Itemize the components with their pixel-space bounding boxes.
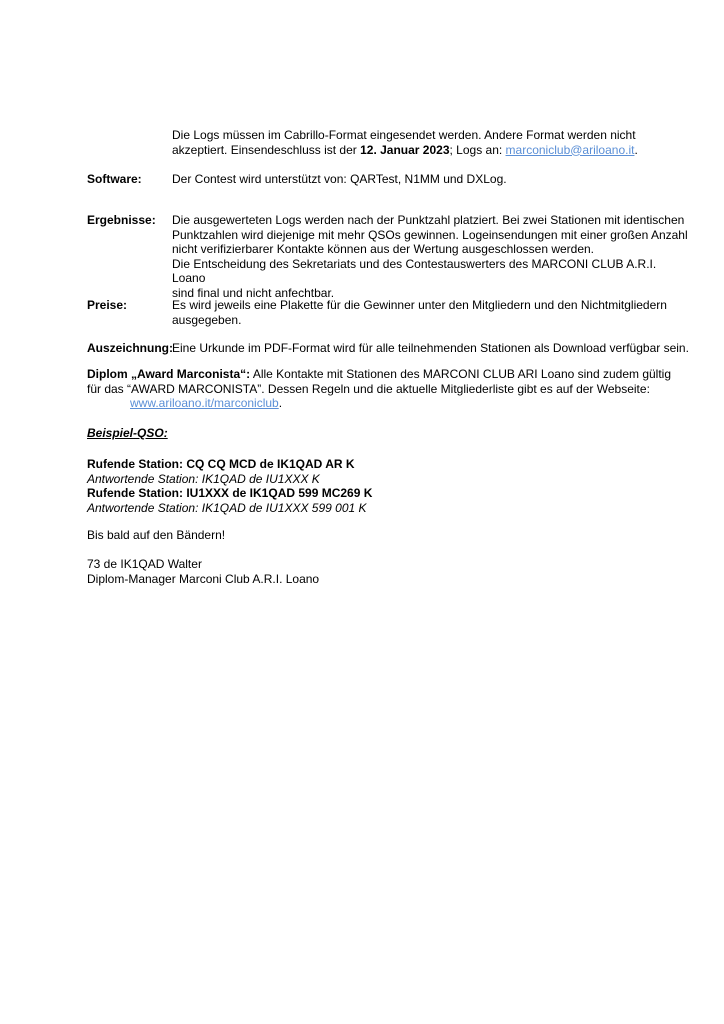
ergebnisse-line: Die Entscheidung des Sekretariats und des Contestauswerters des MARCONI CLUB A.R.I. Loano [172, 256, 657, 286]
closing-signature [87, 557, 697, 586]
preise-label: Preise: [87, 298, 128, 312]
signoff: 73 de IK1QAD Walter [87, 557, 202, 571]
diplom-line-1 [87, 367, 697, 382]
logs-line-2 [172, 143, 692, 158]
qso-line: Rufende Station: CQ CQ MCD de IK1QAD AR K [87, 457, 355, 471]
ergebnisse-line: Punktzahlen wird diejenige mit mehr QSOs gewinnen. Logeinsendungen mit einer großen Anzahl [172, 227, 688, 242]
logs-line-2-a: akzeptiert. Einsendeschluss ist der [172, 142, 361, 157]
qso-line: Antwortende Station: IK1QAD de IU1XXX 599 001 K [87, 500, 367, 515]
auszeichnung-label: Auszeichnung: [87, 341, 173, 355]
ergebnisse-text [172, 213, 692, 301]
auszeichnung-text: Eine Urkunde im PDF-Format wird für alle teilnehmenden Stationen als Download verfügbar sein. [172, 341, 689, 355]
beispiel-heading-text: Beispiel-QSO: [87, 426, 168, 440]
qso-line: Antwortende Station: IK1QAD de IU1XXX K [87, 471, 320, 486]
signer-role: Diplom-Manager Marconi Club A.R.I. Loano [87, 571, 320, 586]
diplom-line-3 [87, 396, 697, 411]
preise-line: ausgegeben. [172, 312, 242, 327]
logs-line-2-b: ; Logs an: [449, 142, 506, 157]
beispiel-heading [87, 426, 697, 441]
software-text: Der Contest wird unterstützt von: QARTest, N1MM und DXLog. [172, 172, 507, 186]
diplom-line-2: für das “AWARD MARCONISTA”. Dessen Regeln und die aktuelle Mitgliederliste gibt es auf der Webseite: [87, 381, 650, 396]
logs-paragraph [172, 128, 692, 157]
logs-line-2-end: . [634, 142, 638, 157]
diplom-text-1: Alle Kontakte mit Stationen des MARCONI CLUB ARI Loano sind zudem gültig [250, 367, 672, 381]
deadline-date: 12. Januar 2023 [360, 142, 450, 157]
diplom-label: Diplom „Award Marconista“: [87, 367, 251, 381]
preise-text [172, 298, 692, 327]
closing-greeting: Bis bald auf den Bändern! [87, 528, 226, 542]
software-label: Software: [87, 172, 142, 186]
logs-line-1: Die Logs müssen im Cabrillo-Format eingesendet werden. Andere Format werden nicht [172, 128, 636, 142]
ergebnisse-label: Ergebnisse: [87, 213, 156, 227]
diplom-url-end: . [278, 396, 283, 411]
diplom-paragraph [87, 367, 697, 411]
website-link[interactable]: www.ariloano.it/marconiclub [130, 396, 279, 411]
email-link[interactable]: marconiclub@ariloano.it [505, 142, 635, 157]
qso-line: Rufende Station: IU1XXX de IK1QAD 599 MC269 K [87, 486, 373, 501]
ergebnisse-line: nicht verifizierbarer Kontakte können aus der Wertung ausgeschlossen werden. [172, 242, 595, 257]
preise-line: Es wird jeweils eine Plakette für die Gewinner unter den Mitgliedern und den Nichtmitgliedern [172, 298, 667, 312]
ergebnisse-line: Die ausgewerteten Logs werden nach der Punktzahl platziert. Bei zwei Stationen mit identischen [172, 213, 685, 227]
ergebnisse-line: sind final und nicht anfechtbar. [172, 285, 335, 300]
qso-example [87, 457, 697, 515]
